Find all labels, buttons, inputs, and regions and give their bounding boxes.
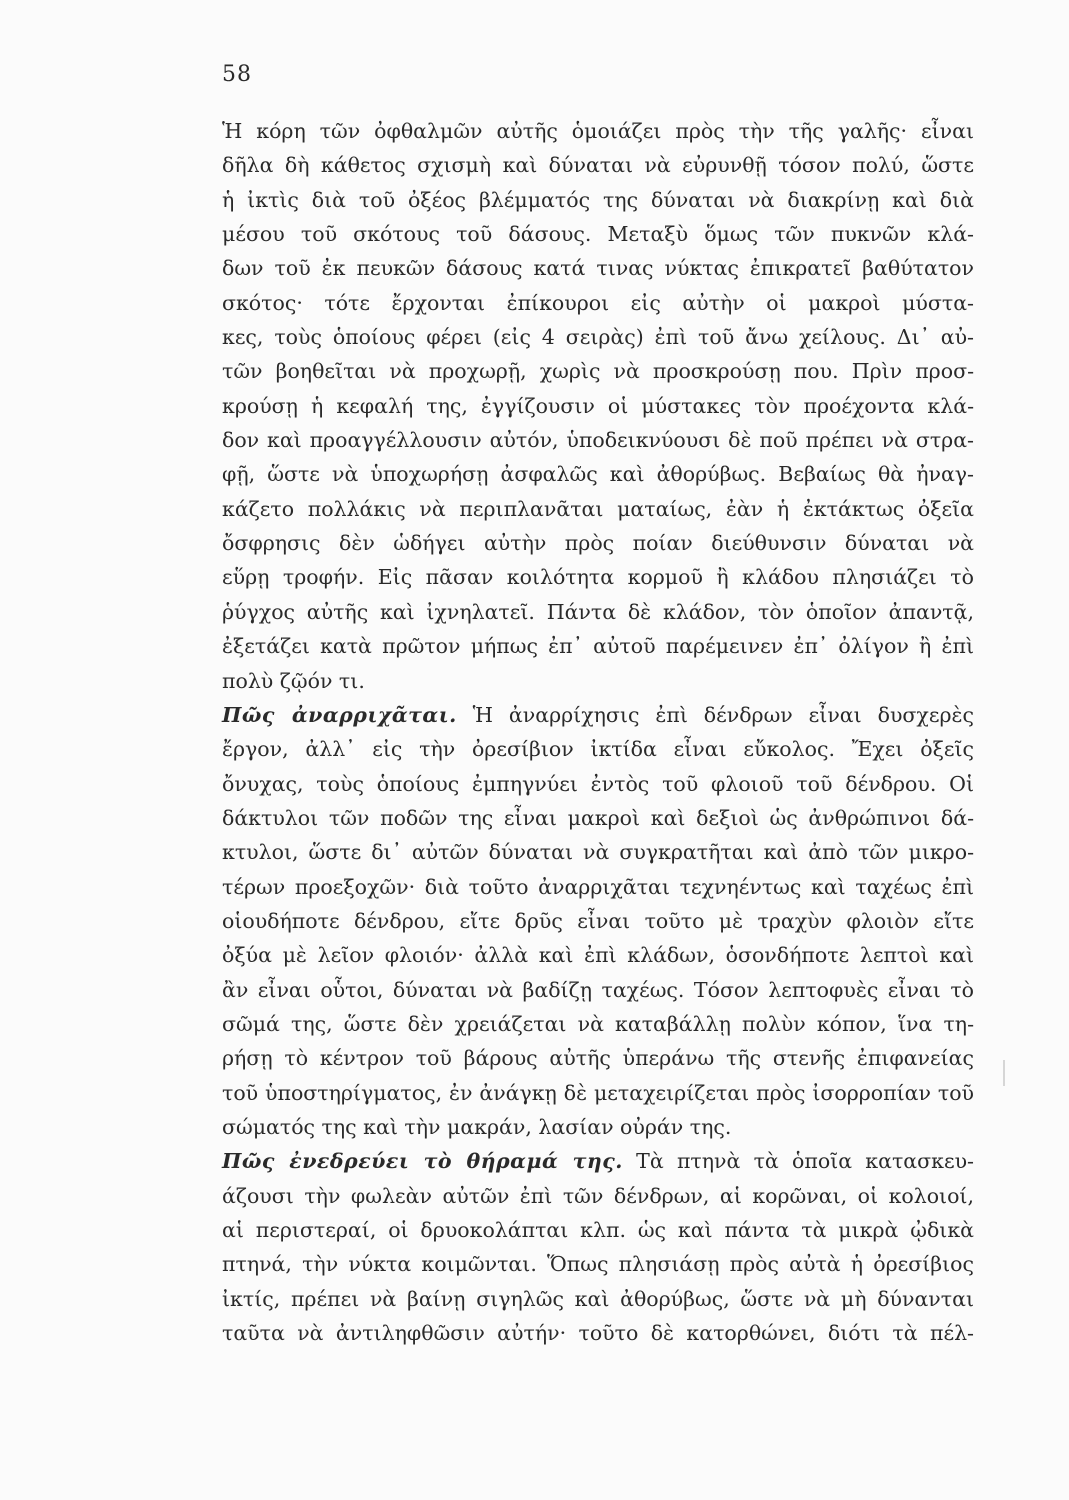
- text-line: σῶμά της, ὥστε δὲν χρειάζεται νὰ καταβάλλῃ πολὺν κόπον, ἵνα τη-: [222, 1011, 974, 1036]
- text-line: ρήσῃ τὸ κέντρον τοῦ βάρους αὐτῆς ὑπεράνω τῆς στενῆς ἐπιφανείας: [222, 1046, 974, 1071]
- section-heading: Πῶς ἐνεδρεύει τὸ θήραμά της.: [222, 1149, 623, 1174]
- scan-artifact-mark: [1003, 1060, 1005, 1086]
- text-line: ἰκτίς, πρέπει νὰ βαίνῃ σιγηλῶς καὶ ἀθορύβως, ὥστε νὰ μὴ δύνανται: [222, 1286, 974, 1311]
- text-line: ταῦτα νὰ ἀντιληφθῶσιν αὐτήν· τοῦτο δὲ κατορθώνει, διότι τὰ πέλ-: [222, 1321, 974, 1346]
- text-line: κτυλοι, ὥστε δι᾽ αὐτῶν δύναται νὰ συγκρατῆται καὶ ἀπὸ τῶν μικρο-: [222, 840, 974, 865]
- text-line: ῥύγχος αὐτῆς καὶ ἰχνηλατεῖ. Πάντα δὲ κλάδον, τὸν ὁποῖον ἀπαντᾷ,: [222, 599, 974, 624]
- text-line: δον καὶ προαγγέλλουσιν αὐτόν, ὑποδεικνύουσι δὲ ποῦ πρέπει νὰ στρα-: [222, 428, 974, 453]
- text-line: δων τοῦ ἐκ πευκῶν δάσους κατά τινας νύκτας ἐπικρατεῖ βαθύτατον: [222, 256, 974, 281]
- heading-line-text: Τὰ πτηνὰ τὰ ὁποῖα κατασκευ-: [636, 1149, 974, 1174]
- text-line: τέρων προεξοχῶν· διὰ τοῦτο ἀναρριχᾶται τεχνηέντως καὶ ταχέως ἐπὶ: [222, 874, 974, 899]
- heading-line: [222, 1144, 974, 1178]
- text-body: [222, 114, 974, 1350]
- text-line: αἱ περιστεραί, οἱ δρυοκολάπται κλπ. ὡς καὶ πάντα τὰ μικρὰ ᾠδικὰ: [222, 1218, 974, 1242]
- heading-line-text: Ἡ ἀναρρίχησις ἐπὶ δένδρων εἶναι δυσχερὲς: [472, 702, 974, 727]
- text-line: ἂν εἶναι οὗτοι, δύναται νὰ βαδίζῃ ταχέως. Τόσον λεπτοφυὲς εἶναι τὸ: [222, 977, 974, 1002]
- text-line: ὄνυχας, τοὺς ὁποίους ἐμπηγνύει ἐντὸς τοῦ φλοιοῦ τοῦ δένδρου. Οἱ: [222, 771, 974, 796]
- text-line: ὀξύα μὲ λεῖον φλοιόν· ἀλλὰ καὶ ἐπὶ κλάδων, ὁσονδήποτε λεπτοὶ καὶ: [222, 943, 974, 968]
- text-line: φῇ, ὥστε νὰ ὑποχωρήσῃ ἀσφαλῶς καὶ ἀθορύβως. Βεβαίως θὰ ἠναγ-: [222, 462, 974, 487]
- text-line: σώματός της καὶ τὴν μακράν, λασίαν οὐράν της.: [222, 1114, 732, 1139]
- text-line: πτηνά, τὴν νύκτα κοιμῶνται. Ὅπως πλησιάσῃ πρὸς αὐτὰ ἡ ὀρεσίβιος: [222, 1252, 974, 1277]
- text-line: ἡ ἰκτὶς διὰ τοῦ ὀξέος βλέμματός της δύναται νὰ διακρίνῃ καὶ διὰ: [222, 187, 974, 212]
- text-line: κες, τοὺς ὁποίους φέρει (εἰς 4 σειρὰς) ἐπὶ τοῦ ἄνω χείλους. Δι᾽ αὐ-: [222, 325, 974, 350]
- text-line: κρούσῃ ἡ κεφαλή της, ἐγγίζουσιν οἱ μύστακες τὸν προέχοντα κλά-: [222, 393, 974, 418]
- text-line: άζουσι τὴν φωλεὰν αὐτῶν ἐπὶ τῶν δένδρων, αἱ κορῶναι, οἱ κολοιοί,: [222, 1183, 974, 1208]
- text-line: δῆλα δὴ κάθετος σχισμὴ καὶ δύναται νὰ εὐρυνθῇ τόσον πολύ, ὥστε: [222, 153, 974, 178]
- heading-line: [222, 698, 974, 732]
- page-number: 58: [222, 62, 252, 87]
- text-line: οἱουδήποτε δένδρου, εἴτε δρῦς εἶναι τοῦτο μὲ τραχὺν φλοιὸν εἴτε: [222, 908, 974, 933]
- text-line: τῶν βοηθεῖται νὰ προχωρῇ, χωρὶς νὰ προσκρούσῃ που. Πρὶν προσ-: [222, 359, 974, 384]
- text-line: Ἡ κόρη τῶν ὀφθαλμῶν αὐτῆς ὁμοιάζει πρὸς τὴν τῆς γαλῆς· εἶναι: [222, 119, 974, 143]
- section-heading: Πῶς ἀναρριχᾶται.: [222, 702, 457, 727]
- text-line: τοῦ ὑποστηρίγματος, ἐν ἀνάγκῃ δὲ μεταχειρίζεται πρὸς ἰσορροπίαν τοῦ: [222, 1080, 974, 1105]
- text-line: ἐξετάζει κατὰ πρῶτον μήπως ἐπ᾽ αὐτοῦ παρέμεινεν ἐπ᾽ ὀλίγον ἢ ἐπὶ: [222, 634, 974, 659]
- text-line: ἔργον, ἀλλ᾽ εἰς τὴν ὀρεσίβιον ἰκτίδα εἶναι εὔκολος. Ἔχει ὀξεῖς: [222, 737, 974, 762]
- text-line: κάζετο πολλάκις νὰ περιπλανᾶται ματαίως, ἐὰν ἡ ἐκτάκτως ὀξεῖα: [222, 496, 974, 521]
- text-line: εὕρῃ τροφήν. Εἰς πᾶσαν κοιλότητα κορμοῦ ἢ κλάδου πλησιάζει τὸ: [222, 565, 974, 590]
- text-line: πολὺ ζῷόν τι.: [222, 668, 365, 693]
- text-line: δάκτυλοι τῶν ποδῶν της εἶναι μακροὶ καὶ δεξιοὶ ὡς ἀνθρώπινοι δά-: [222, 805, 974, 830]
- text-line: μέσου τοῦ σκότους τοῦ δάσους. Μεταξὺ ὅμως τῶν πυκνῶν κλά-: [222, 222, 974, 247]
- text-line: σκότος· τότε ἔρχονται ἐπίκουροι εἰς αὐτὴν οἱ μακροὶ μύστα-: [222, 290, 974, 315]
- text-line: ὄσφρησις δὲν ὡδήγει αὐτὴν πρὸς ποίαν διεύθυνσιν δύναται νὰ: [222, 531, 974, 556]
